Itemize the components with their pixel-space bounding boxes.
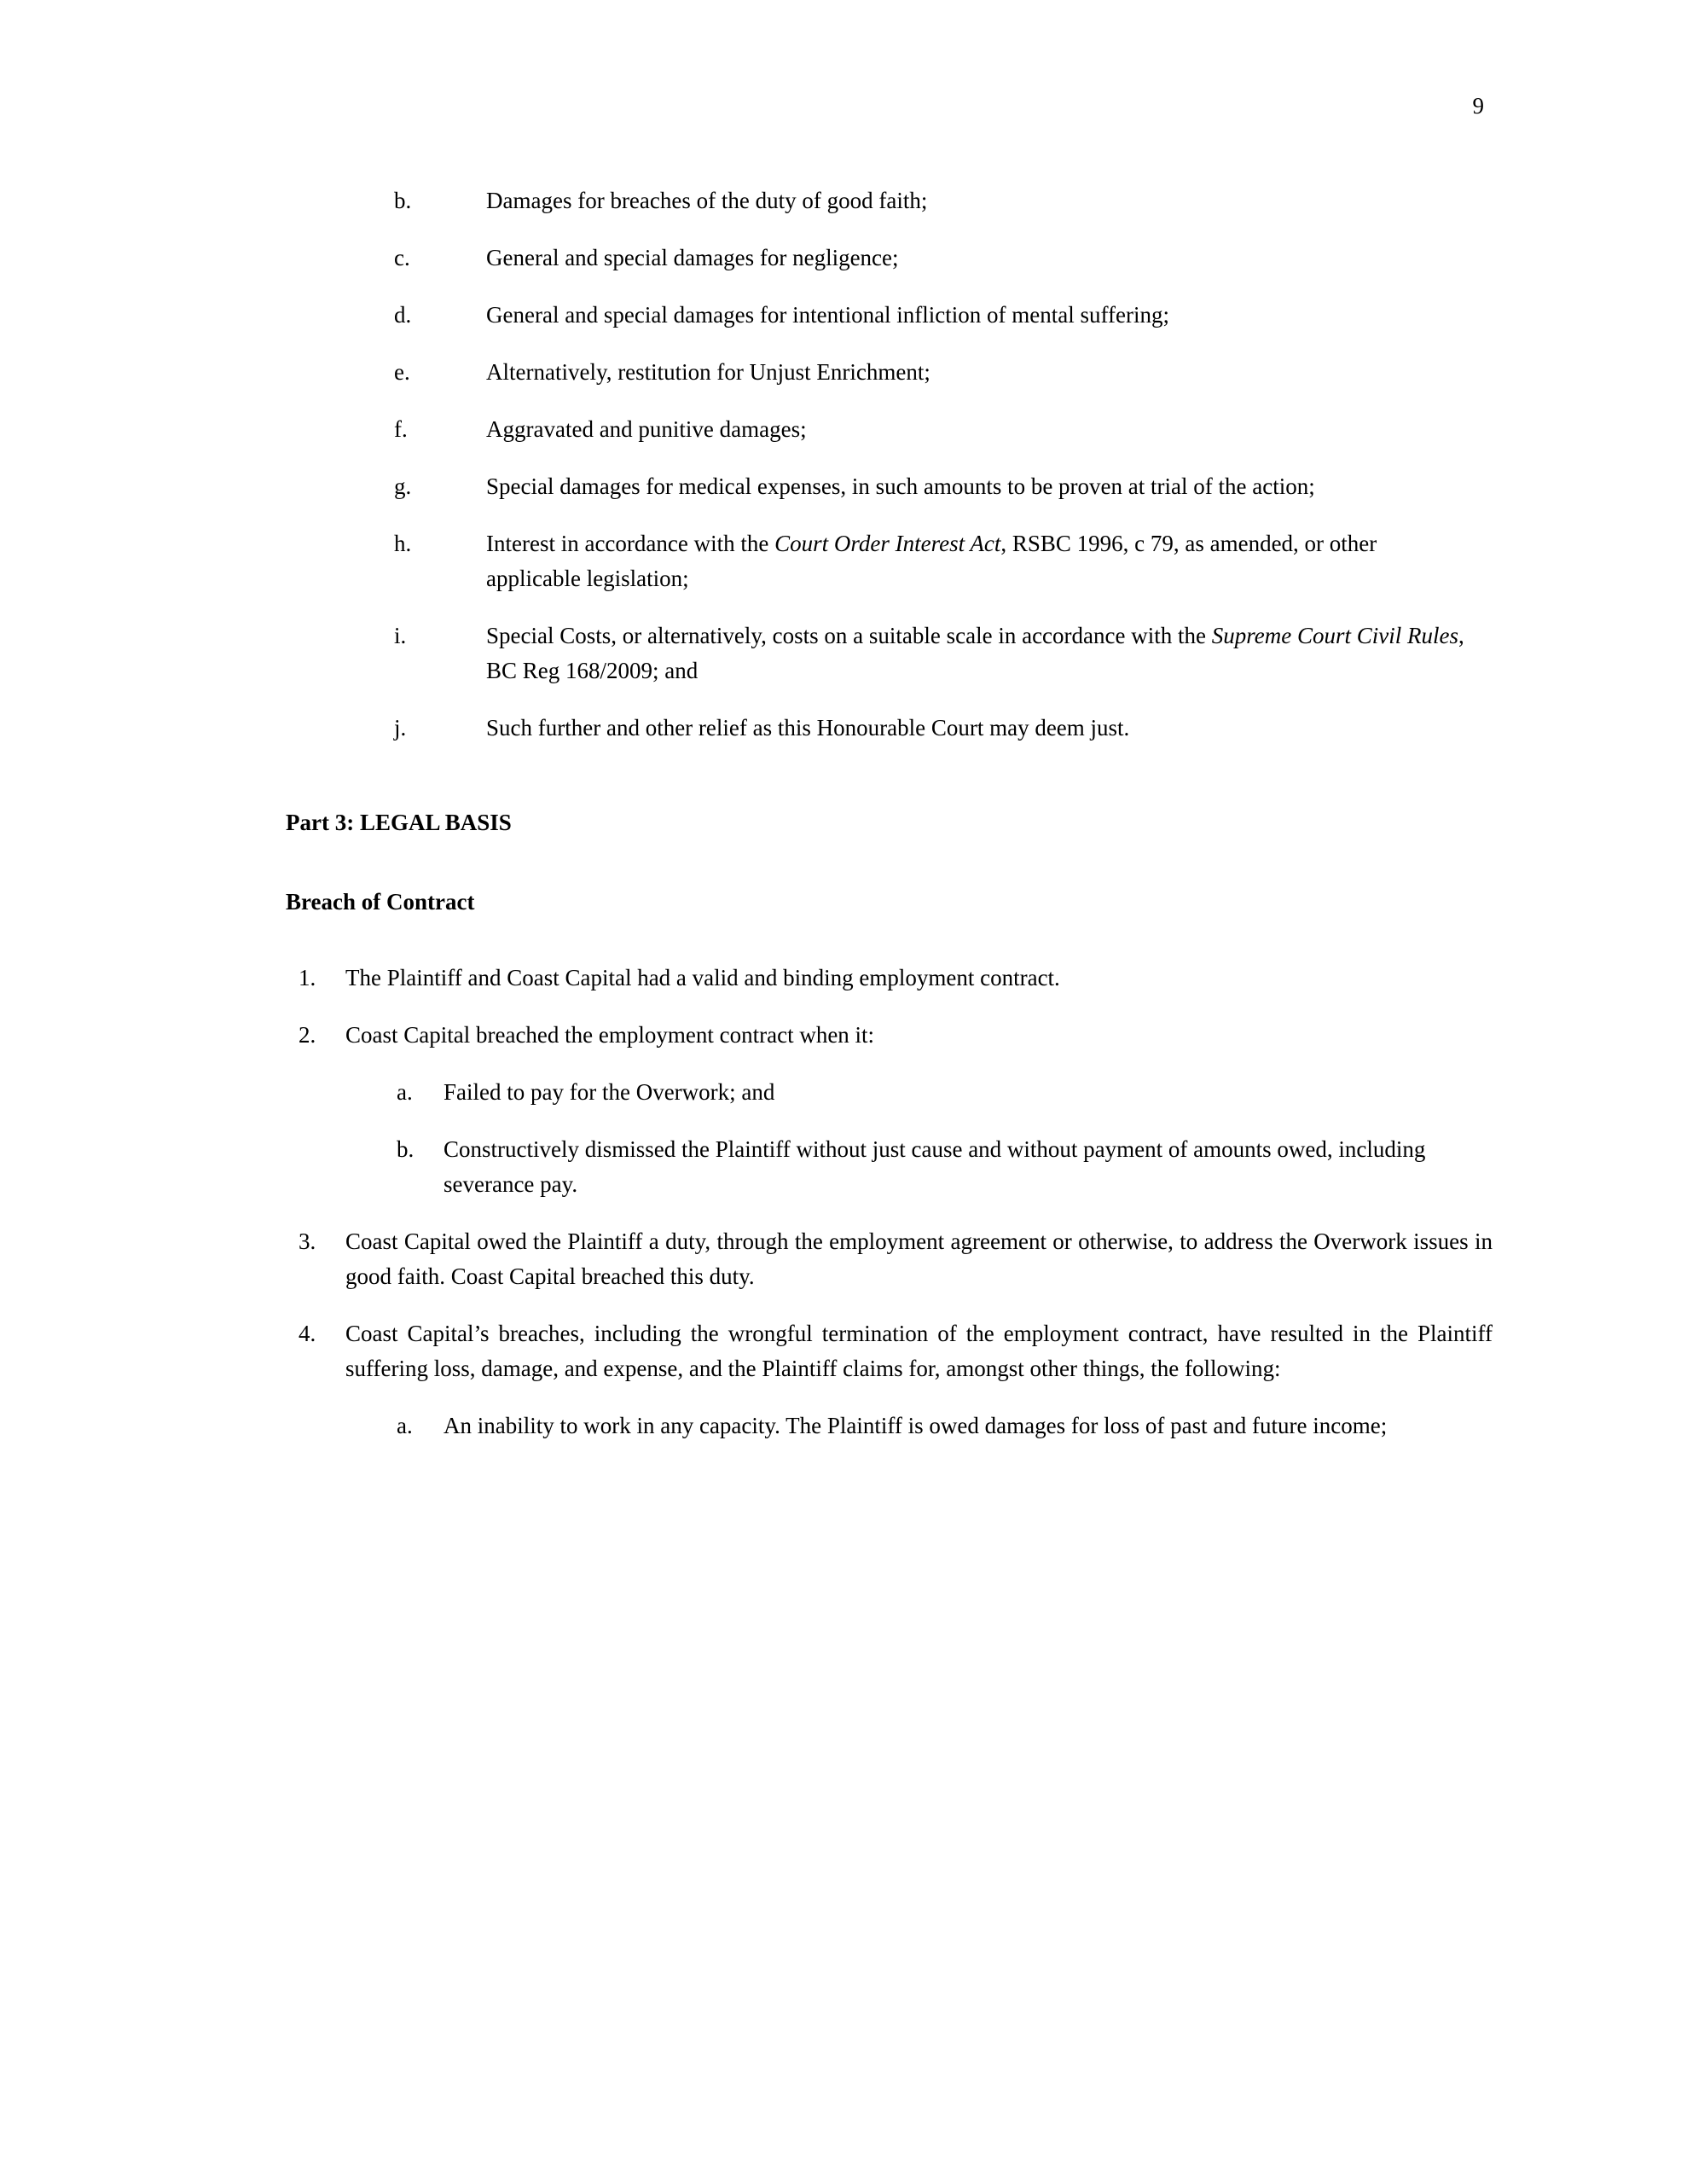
list-item-text: Aggravated and punitive damages; [486,416,807,442]
list-item [0,619,1687,688]
list-marker: f. [394,416,408,442]
sub-item [0,1132,1687,1202]
list-marker: i. [394,623,407,648]
list-marker: c. [394,245,410,270]
text-segment: Special Costs, or alternatively, costs on a suitable scale in accordance with the [486,623,1212,648]
list-item [0,469,1687,504]
section-subheading: Breach of Contract [286,889,475,915]
numbered-item [0,1316,1687,1386]
page-number: 9 [1472,93,1484,119]
numbered-item [0,1224,1687,1294]
numbered-item-text: The Plaintiff and Coast Capital had a valid and binding employment contract. [345,965,1060,990]
list-item-text [486,619,1475,688]
sub-item-text: Failed to pay for the Overwork; and [443,1079,775,1105]
list-marker: g. [394,473,412,499]
list-item [0,241,1687,276]
document-content [0,183,1687,1466]
rules-citation: Supreme Court Civil Rules [1211,623,1458,648]
list-item [0,298,1687,333]
list-marker: e. [394,359,410,385]
list-marker: 2. [299,1022,316,1048]
legal-basis-list [0,961,1687,1443]
list-marker: d. [394,302,412,328]
numbered-item [0,961,1687,996]
sub-item-text: Constructively dismissed the Plaintiff without just cause and without payment of amounts owed, including severance pay. [443,1136,1426,1197]
list-marker: j. [394,715,407,741]
statute-citation: Court Order Interest Act [774,531,1001,556]
text-segment: Interest in accordance with the [486,531,775,556]
numbered-item-text: Coast Capital breached the employment contract when it: [345,1022,875,1048]
relief-list [0,183,1687,746]
list-item [0,711,1687,746]
list-marker: a. [397,1413,413,1438]
text-segment: , BC Reg 168/2009; and [486,623,1464,683]
part-heading: Part 3: LEGAL BASIS [286,810,512,835]
list-item-text: Damages for breaches of the duty of good faith; [486,188,928,213]
list-marker: b. [394,188,412,213]
list-item [0,412,1687,447]
sub-item-text: An inability to work in any capacity. The Plaintiff is owed damages for loss of past and future income; [443,1413,1388,1438]
list-item [0,526,1687,596]
list-marker: b. [397,1136,415,1162]
sub-item [0,1075,1687,1110]
list-marker: 3. [299,1228,316,1254]
list-item [0,355,1687,390]
list-item-text: Special damages for medical expenses, in such amounts to be proven at trial of the action; [486,473,1315,499]
sub-item [0,1409,1687,1443]
list-item-text: General and special damages for negligence; [486,245,899,270]
list-marker: a. [397,1079,413,1105]
list-marker: 4. [299,1321,316,1346]
list-item-text [486,526,1475,596]
list-item [0,183,1687,218]
numbered-item [0,1018,1687,1053]
text-segment: , RSBC 1996, c 79, as amended, or other applicable legislation; [486,531,1377,591]
numbered-item-text: Coast Capital owed the Plaintiff a duty, through the employment agreement or otherwise, to address the Overwork issues in good faith. Coast Capital breached this duty. [345,1228,1493,1289]
list-marker: 1. [299,965,316,990]
list-marker: h. [394,531,412,556]
list-item-text: Alternatively, restitution for Unjust Enrichment; [486,359,930,385]
list-item-text: Such further and other relief as this Honourable Court may deem just. [486,715,1130,741]
numbered-item-text: Coast Capital’s breaches, including the wrongful termination of the employment contract, have resulted in the Plaintiff suffering loss, damage, and expense, and the Plaintiff claims for, amongst other things, the following: [345,1321,1493,1381]
list-item-text: General and special damages for intentional infliction of mental suffering; [486,302,1169,328]
